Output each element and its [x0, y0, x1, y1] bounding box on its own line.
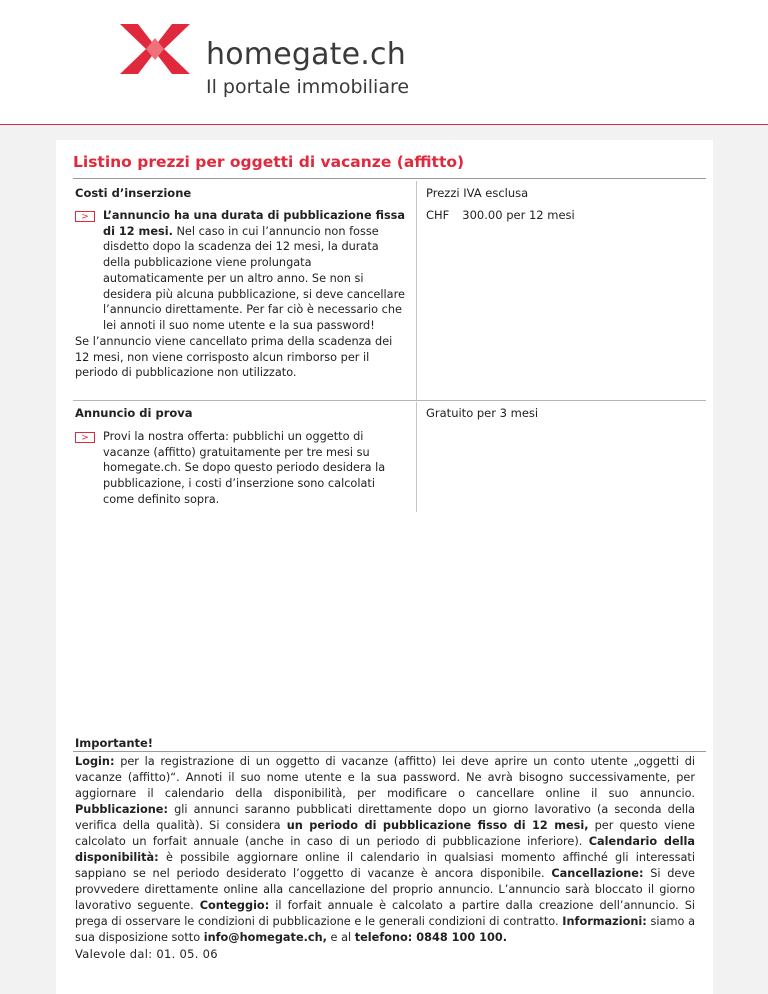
price-value: 300.00 per 12 mesi [462, 208, 575, 222]
brand-name: homegate.ch [206, 37, 406, 72]
costs-paragraph-text: Nel caso in cui l’annuncio non fosse disdetto dopo la scadenza dei 12 mesi, la durata della pubblicazione viene prolungata automaticamente per un altro anno. Se non si desidera più alcuna pubblicazione, si deve cancellare l’annuncio direttamente. Per far ciò è necessario che lei annoti il suo nome utente e la sua password! [103, 224, 405, 332]
costs-paragraph [103, 208, 405, 334]
login-label: Login: [75, 755, 115, 768]
homegate-x-logo-icon [120, 24, 190, 74]
costs-paragraph-bold: L’annuncio ha una durata di pubblicazione fissa di 12 mesi. [103, 209, 406, 238]
valid-from: Valevole dal: 01. 05. 06 [75, 947, 218, 961]
publication-label: Pubblicazione: [75, 803, 168, 816]
page-title: Listino prezzi per oggetti di vacanze (affitto) [73, 153, 465, 171]
contact-phone: telefono: 0848 100 100. [354, 931, 508, 944]
important-heading: Importante! [75, 736, 154, 750]
cancellation-text: Si deve provvedere direttamente online alla cancellazione del proprio annuncio. L’annuncio sarà bloccato il giorno lavorativo seguente. [75, 867, 695, 912]
column-divider [416, 181, 417, 401]
section-divider [73, 400, 706, 401]
section-heading-costs: Costi d’inserzione [75, 186, 192, 200]
refund-paragraph: Se l’annuncio viene cancellato prima della scadenza dei 12 mesi, non viene corrisposto alcun rimborso per il periodo di pubblicazione non utilizzato. [75, 335, 393, 380]
trial-paragraph: Provi la nostra offerta: pubblichi un oggetto di vacanze (affitto) gratuitamente per tre mesi su homegate.ch. Se dopo questo periodo desidera la pubblicazione, i costi d’inserzione sono calcolati come definito sopra. [103, 430, 386, 506]
section-heading-trial: Annuncio di prova [75, 406, 193, 420]
calendar-label: Calendario della disponibilità: [75, 835, 695, 864]
billing-text: il forfait annuale è calcolato a partire dalla creazione dell’annuncio. Si prega di osservare le condizioni di pubblicazione e le generali condizioni di contratto. [75, 899, 696, 928]
billing-label: Conteggio: [199, 899, 270, 912]
contact-email: info@homegate.ch, [203, 931, 327, 944]
important-text [75, 754, 695, 946]
info-label: Informazioni: [562, 915, 647, 928]
column-divider [416, 402, 417, 512]
calendar-text: è possibile aggiornare online il calendario in qualsiasi momento affinché gli interessati sappiano se nel periodo desiderato l’oggetto di vacanze è ancora disponibile. [75, 851, 695, 880]
page-header [0, 0, 768, 125]
important-divider [73, 751, 706, 752]
login-text: per la registrazione di un oggetto di vacanze (affitto) lei deve aprire un conto utente „oggetti di vacanze (affitto)“. Annoti il suo nome utente e la sua password. Ne avrà bisogno successivamente, per aggiornare il calendario della disponibilità, per modificare o cancellare online il suo annuncio. [75, 755, 695, 800]
arrow-icon: > [75, 211, 95, 222]
price-currency: CHF [426, 208, 450, 222]
brand-tagline: Il portale immobiliare [206, 76, 410, 98]
arrow-icon: > [75, 432, 95, 443]
document-page [56, 140, 713, 994]
vat-note: Prezzi IVA esclusa [426, 186, 529, 200]
trial-price: Gratuito per 3 mesi [426, 406, 539, 420]
title-divider [73, 178, 706, 179]
info-and: e al [330, 931, 352, 944]
publication-text-2: per questo viene calcolato un forfait annuale (anche in caso di un periodo di pubblicazione inferiore). [75, 819, 696, 848]
cancellation-label: Cancellazione: [551, 867, 644, 880]
price [426, 209, 575, 223]
publication-text: gli annunci saranno pubblicati direttamente dopo un giorno lavorativo (a seconda della verifica della qualità). Si considera [75, 803, 696, 832]
publication-period: un periodo di pubblicazione fisso di 12 mesi, [286, 819, 589, 832]
info-text: siamo a sua disposizione sotto [75, 915, 696, 944]
